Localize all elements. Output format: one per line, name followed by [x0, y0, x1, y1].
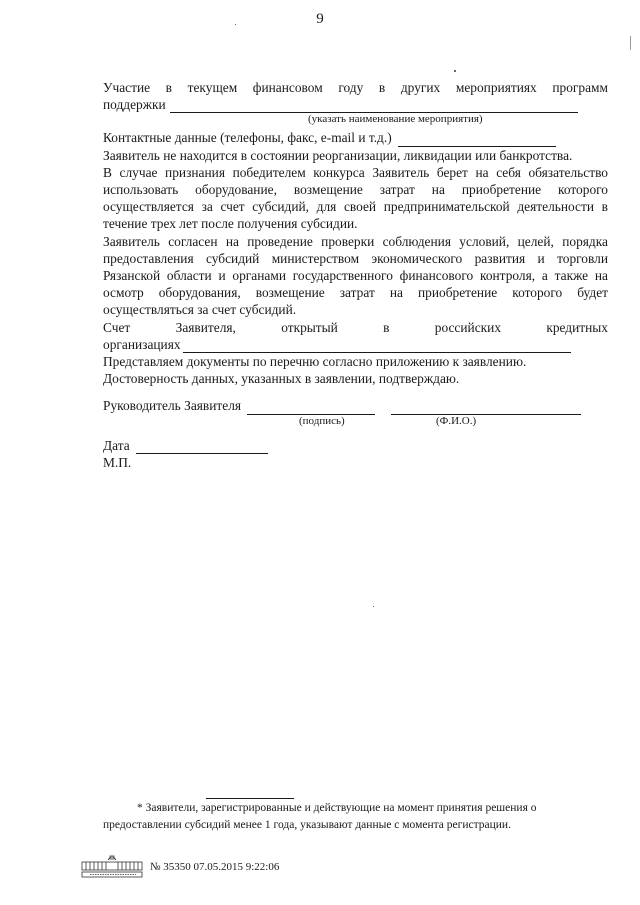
contacts-row: [103, 129, 608, 146]
signature-caption: (подпись): [299, 414, 345, 427]
participation-field-row: [103, 96, 608, 113]
signature-captions: [103, 415, 608, 429]
footnote-line: * Заявители, зарегистрированные и действующие на момент принятия решения о: [137, 802, 537, 814]
full-name-input-line[interactable]: [391, 401, 581, 415]
statement-obligation: В случае признания победителем конкурса Заявитель берет на себя обязательство использовать оборудование, возмещение затрат на приобретение которого осуществляется за счет субсидий, для своей предпринимательской деятельности в течение трех лет после получения субсидии.: [103, 164, 608, 232]
statement-documents: Представляем документы по перечню согласно приложению к заявлению.: [103, 354, 527, 370]
account-label: организациях: [103, 336, 181, 352]
participation-line: Участие в текущем финансовом году в других мероприятиях программ: [103, 80, 608, 95]
scan-speck: [235, 24, 236, 25]
date-row: [103, 437, 608, 454]
signature-input-line[interactable]: [247, 401, 375, 415]
registry-seal-icon: [80, 852, 144, 882]
date-label: Дата: [103, 437, 130, 453]
full-name-caption: (Ф.И.О.): [436, 414, 477, 427]
account-line: Счет Заявителя, открытый в российских кредитных: [103, 319, 608, 335]
registry-stamp: [80, 852, 279, 882]
footnote-line: предоставлении субсидий менее 1 года, указывают данные с момента регистрации.: [103, 819, 511, 831]
account-field-row: [103, 336, 608, 353]
statement-not-in-reorganization: Заявитель не находится в состоянии реорганизации, ликвидации или банкротства.: [103, 147, 573, 163]
signature-row: [103, 397, 608, 414]
contacts-label: Контактные данные (телефоны, факс, e-mail и т.д.): [103, 130, 392, 146]
footnote: [103, 800, 608, 834]
scan-edge-mark: [630, 36, 631, 50]
statement-confirm: Достоверность данных, указанных в заявлении, подтверждаю.: [103, 371, 460, 387]
statement-consent: Заявитель согласен на проведение проверки соблюдения условий, целей, порядка предоставления субсидий министерством экономического развития и торговли Рязанской области и органами государственного финансового контроля, а также на осмотр оборудования, возмещение затрат на приобретение которого будет осуществляться за счет субсидий.: [103, 233, 608, 318]
scan-speck: [373, 606, 374, 607]
participation-caption: (указать наименование мероприятия): [308, 113, 483, 126]
seal-label: М.П.: [103, 454, 132, 470]
signature-label: Руководитель Заявителя: [103, 398, 242, 414]
account-input-line[interactable]: [183, 339, 571, 353]
footnote-separator: [206, 798, 294, 799]
participation-input-line[interactable]: [170, 99, 578, 113]
application-form-body: [103, 79, 608, 471]
page-number: 9: [316, 11, 324, 27]
date-input-line[interactable]: [136, 440, 268, 454]
participation-label: поддержки: [103, 97, 166, 113]
scan-speck: [454, 70, 456, 72]
contacts-input-line[interactable]: [398, 133, 556, 147]
registry-number: № 35350 07.05.2015 9:22:06: [150, 861, 280, 873]
